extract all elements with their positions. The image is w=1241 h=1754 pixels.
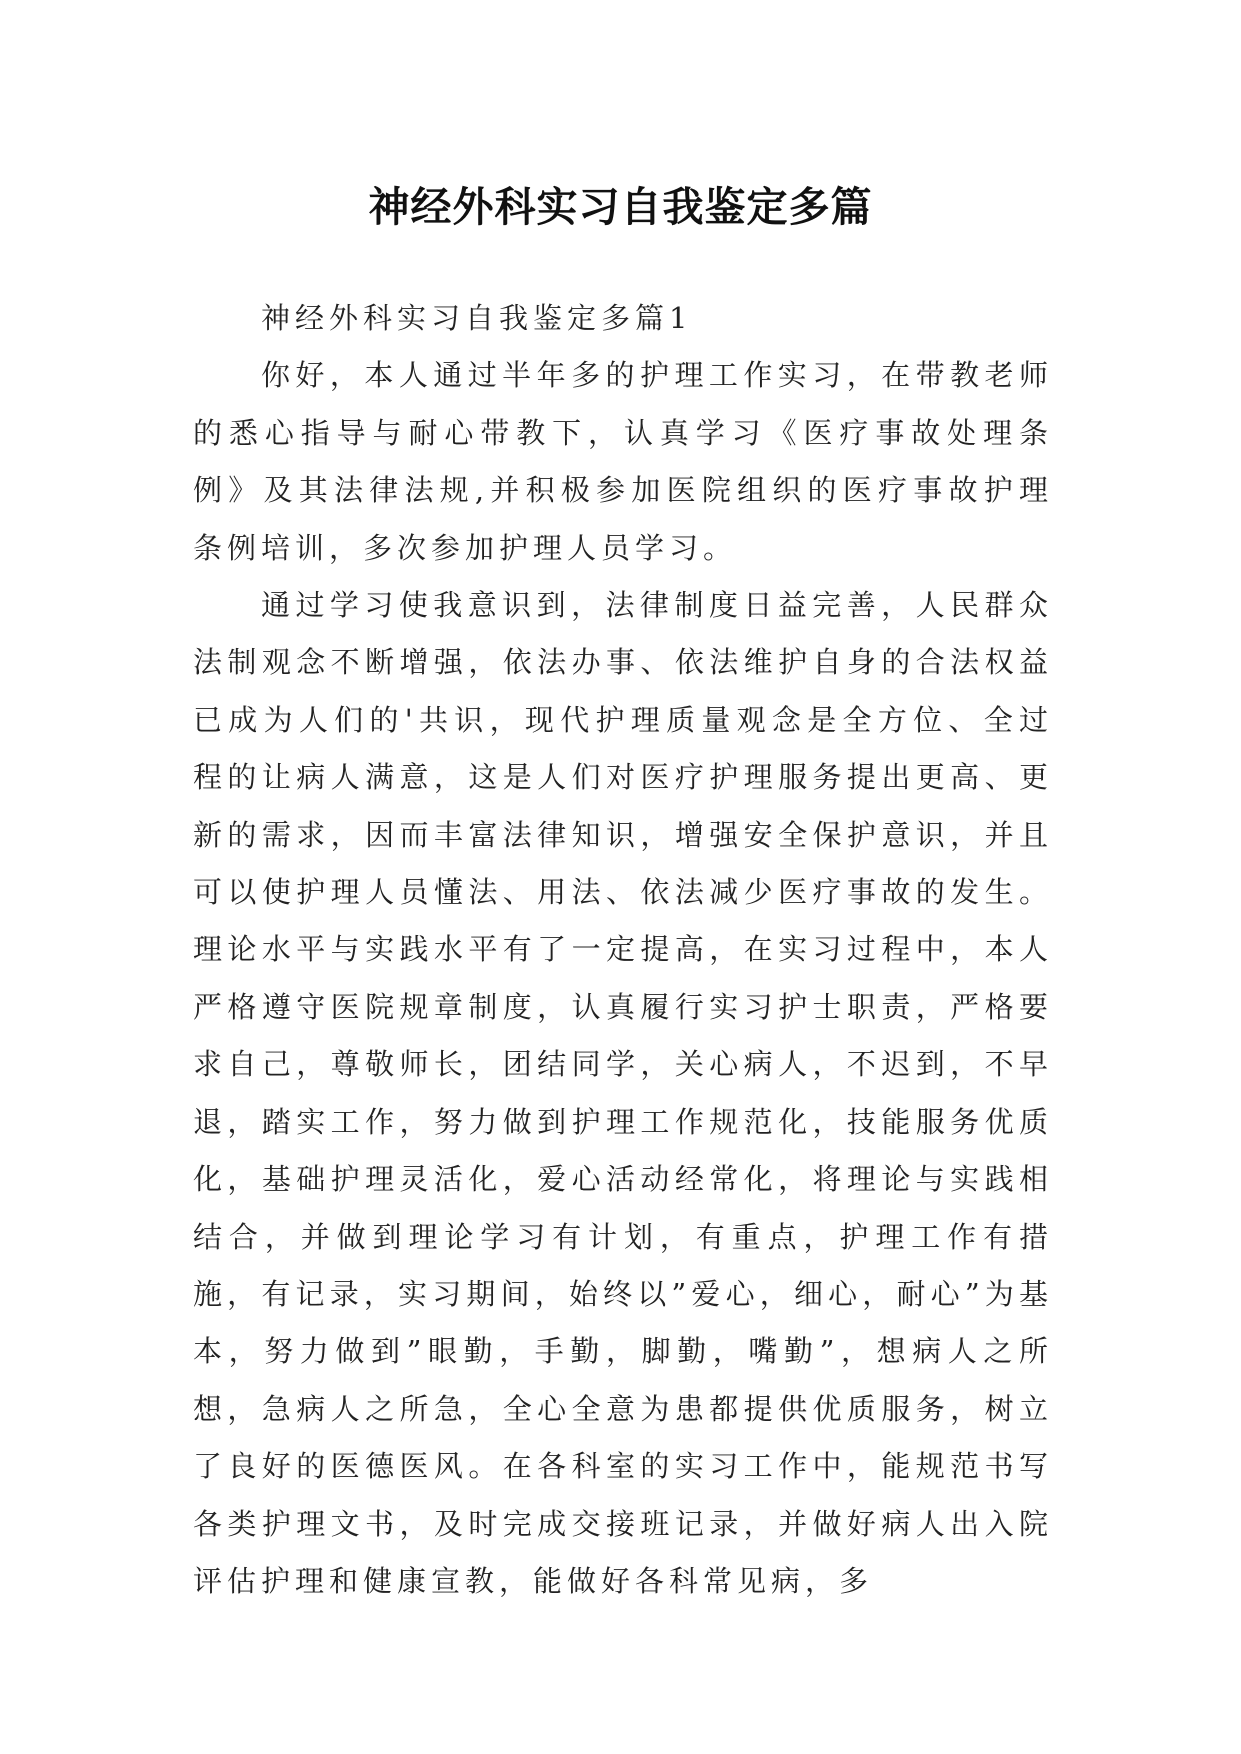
paragraph: 你好，本人通过半年多的护理工作实习，在带教老师的悉心指导与耐心带教下，认真学习《医疗事故处理条例》及其法律法规,并积极参加医院组织的医疗事故护理条例培训，多次参加护理人员学习。 <box>193 358 1053 565</box>
document-body <box>193 290 1053 1610</box>
paragraph: 通过学习使我意识到，法律制度日益完善，人民群众法制观念不断增强，依法办事、依法维护自身的合法权益已成为人们的'共识，现代护理质量观念是全方位、全过程的让病人满意，这是人们对医疗护理服务提出更高、更新的需求，因而丰富法律知识，增强安全保护意识，并且可以使护理人员懂法、用法、依法减少医疗事故的发生。理论水平与实践水平有了一定提高，在实习过程中，本人严格遵守医院规章制度，认真履行实习护士职责，严格要求自己，尊敬师长，团结同学，关心病人，不迟到，不早退，踏实工作，努力做到护理工作规范化，技能服务优质化，基础护理灵活化，爱心活动经常化，将理论与实践相结合，并做到理论学习有计划，有重点，护理工作有措施，有记录，实习期间，始终以”爱心，细心，耐心”为基本，努力做到”眼勤，手勤，脚勤，嘴勤”，想病人之所想，急病人之所急，全心全意为患都提供优质服务，树立了良好的医德医风。在各科室的实习工作中，能规范书写各类护理文书，及时完成交接班记录，并做好病人出入院评估护理和健康宣教，能做好各科常见病，多 <box>193 588 1053 1598</box>
paragraph-heading: 神经外科实习自我鉴定多篇1 <box>261 301 693 335</box>
document-title: 神经外科实习自我鉴定多篇 <box>368 183 873 232</box>
